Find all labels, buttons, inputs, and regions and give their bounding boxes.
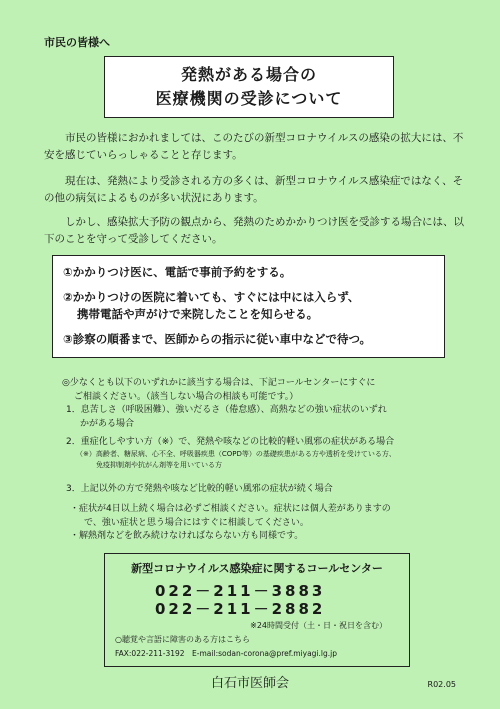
rules-box	[52, 255, 445, 358]
rule-2-line-1: ②かかりつけの医院に着いても、すぐには中には入らず、	[63, 290, 360, 304]
accessibility-note: ○聴覚や言語に障害のある方はこちら	[115, 635, 250, 644]
rule-2-line-2: 携帯電話や声がけで来院したことを知らせる。	[77, 307, 319, 321]
title-line-1: 発熱がある場合の	[180, 65, 317, 84]
consult-intro-line-1: ◎少なくとも以下のいずれかに該当する場合は、下記コールセンターにすぐに	[62, 378, 376, 388]
condition-3-bullets	[70, 503, 455, 544]
rule-3: ③診察の順番まで、医師からの指示に従い車中などで待つ。	[63, 332, 372, 346]
call-center-hours: ※24時間受付（土・日・祝日を含む）	[250, 621, 387, 630]
paragraph-3: しかし、感染拡大予防の観点から、発熱のためかかりつけ医を受診する場合には、以下のことを守って受診してください。	[44, 216, 464, 245]
condition-1	[66, 403, 456, 431]
paragraph-1: 市民の皆様におかれましては、このたびの新型コロナウイルスの感染の拡大には、不安を感じていらっしゃることと存じます。	[44, 132, 464, 161]
condition-1-line-1: 1．息苦しさ（呼吸困難）、強いだるさ（倦怠感）、高熱などの強い症状のいずれ	[66, 405, 387, 415]
rule-1: ①かかりつけ医に、電話で事前予約をする。	[63, 265, 292, 279]
consult-intro-line-2: ご相談ください。（該当しない場合の相談も可能です。）	[74, 392, 299, 402]
condition-2-note-line-2: 免疫抑制剤や抗がん剤等を用いている方	[96, 460, 222, 469]
document-code: R02.05	[427, 680, 456, 689]
phone-number-1[interactable]: 022－211－3883	[155, 582, 326, 600]
phone-number-2[interactable]: 022－211－2882	[155, 600, 326, 618]
bullet-2: ・解熱剤などを飲み続けなければならない方も同様です。	[70, 531, 304, 541]
bullet-1-line-1: ・症状が4日以上続く場合は必ずご相談ください。症状には個人差がありますの	[70, 504, 391, 514]
title-line-2: 医療機関の受診について	[155, 89, 343, 108]
greeting: 市民の皆様へ	[44, 36, 110, 49]
title-box	[104, 56, 394, 118]
condition-1-line-2: かがある場合	[80, 419, 135, 429]
call-center-box	[104, 553, 410, 667]
call-center-title: 新型コロナウイルス感染症に関するコールセンター	[131, 562, 383, 575]
paragraph-2: 現在は、発熱により受診される方の多くは、新型コロナウイルス感染症ではなく、その他の病気によるものが多い状況にあります。	[44, 175, 464, 204]
fax-email-contact[interactable]: FAX:022-211-3192 E-mail:sodan-corona@pref.miyagi.lg.jp	[115, 649, 337, 658]
organization-name: 白石市医師会	[210, 676, 289, 691]
condition-3: 3．上記以外の方で発熱や咳など比較的軽い風邪の症状が続く場合	[66, 484, 333, 494]
condition-2: 2．重症化しやすい方（※）で、発熱や咳などの比較的軽い風邪の症状がある場合	[66, 437, 395, 447]
condition-2-note	[76, 449, 456, 470]
bullet-1-line-2: で、強い症状と思う場合にはすぐに相談してください。	[84, 517, 309, 528]
condition-2-note-line-1: （※）高齢者、糖尿病、心不全、呼吸器疾患（COPD等）の基礎疾患がある方や透析を受けている方、	[76, 450, 396, 458]
consult-intro	[62, 376, 462, 404]
